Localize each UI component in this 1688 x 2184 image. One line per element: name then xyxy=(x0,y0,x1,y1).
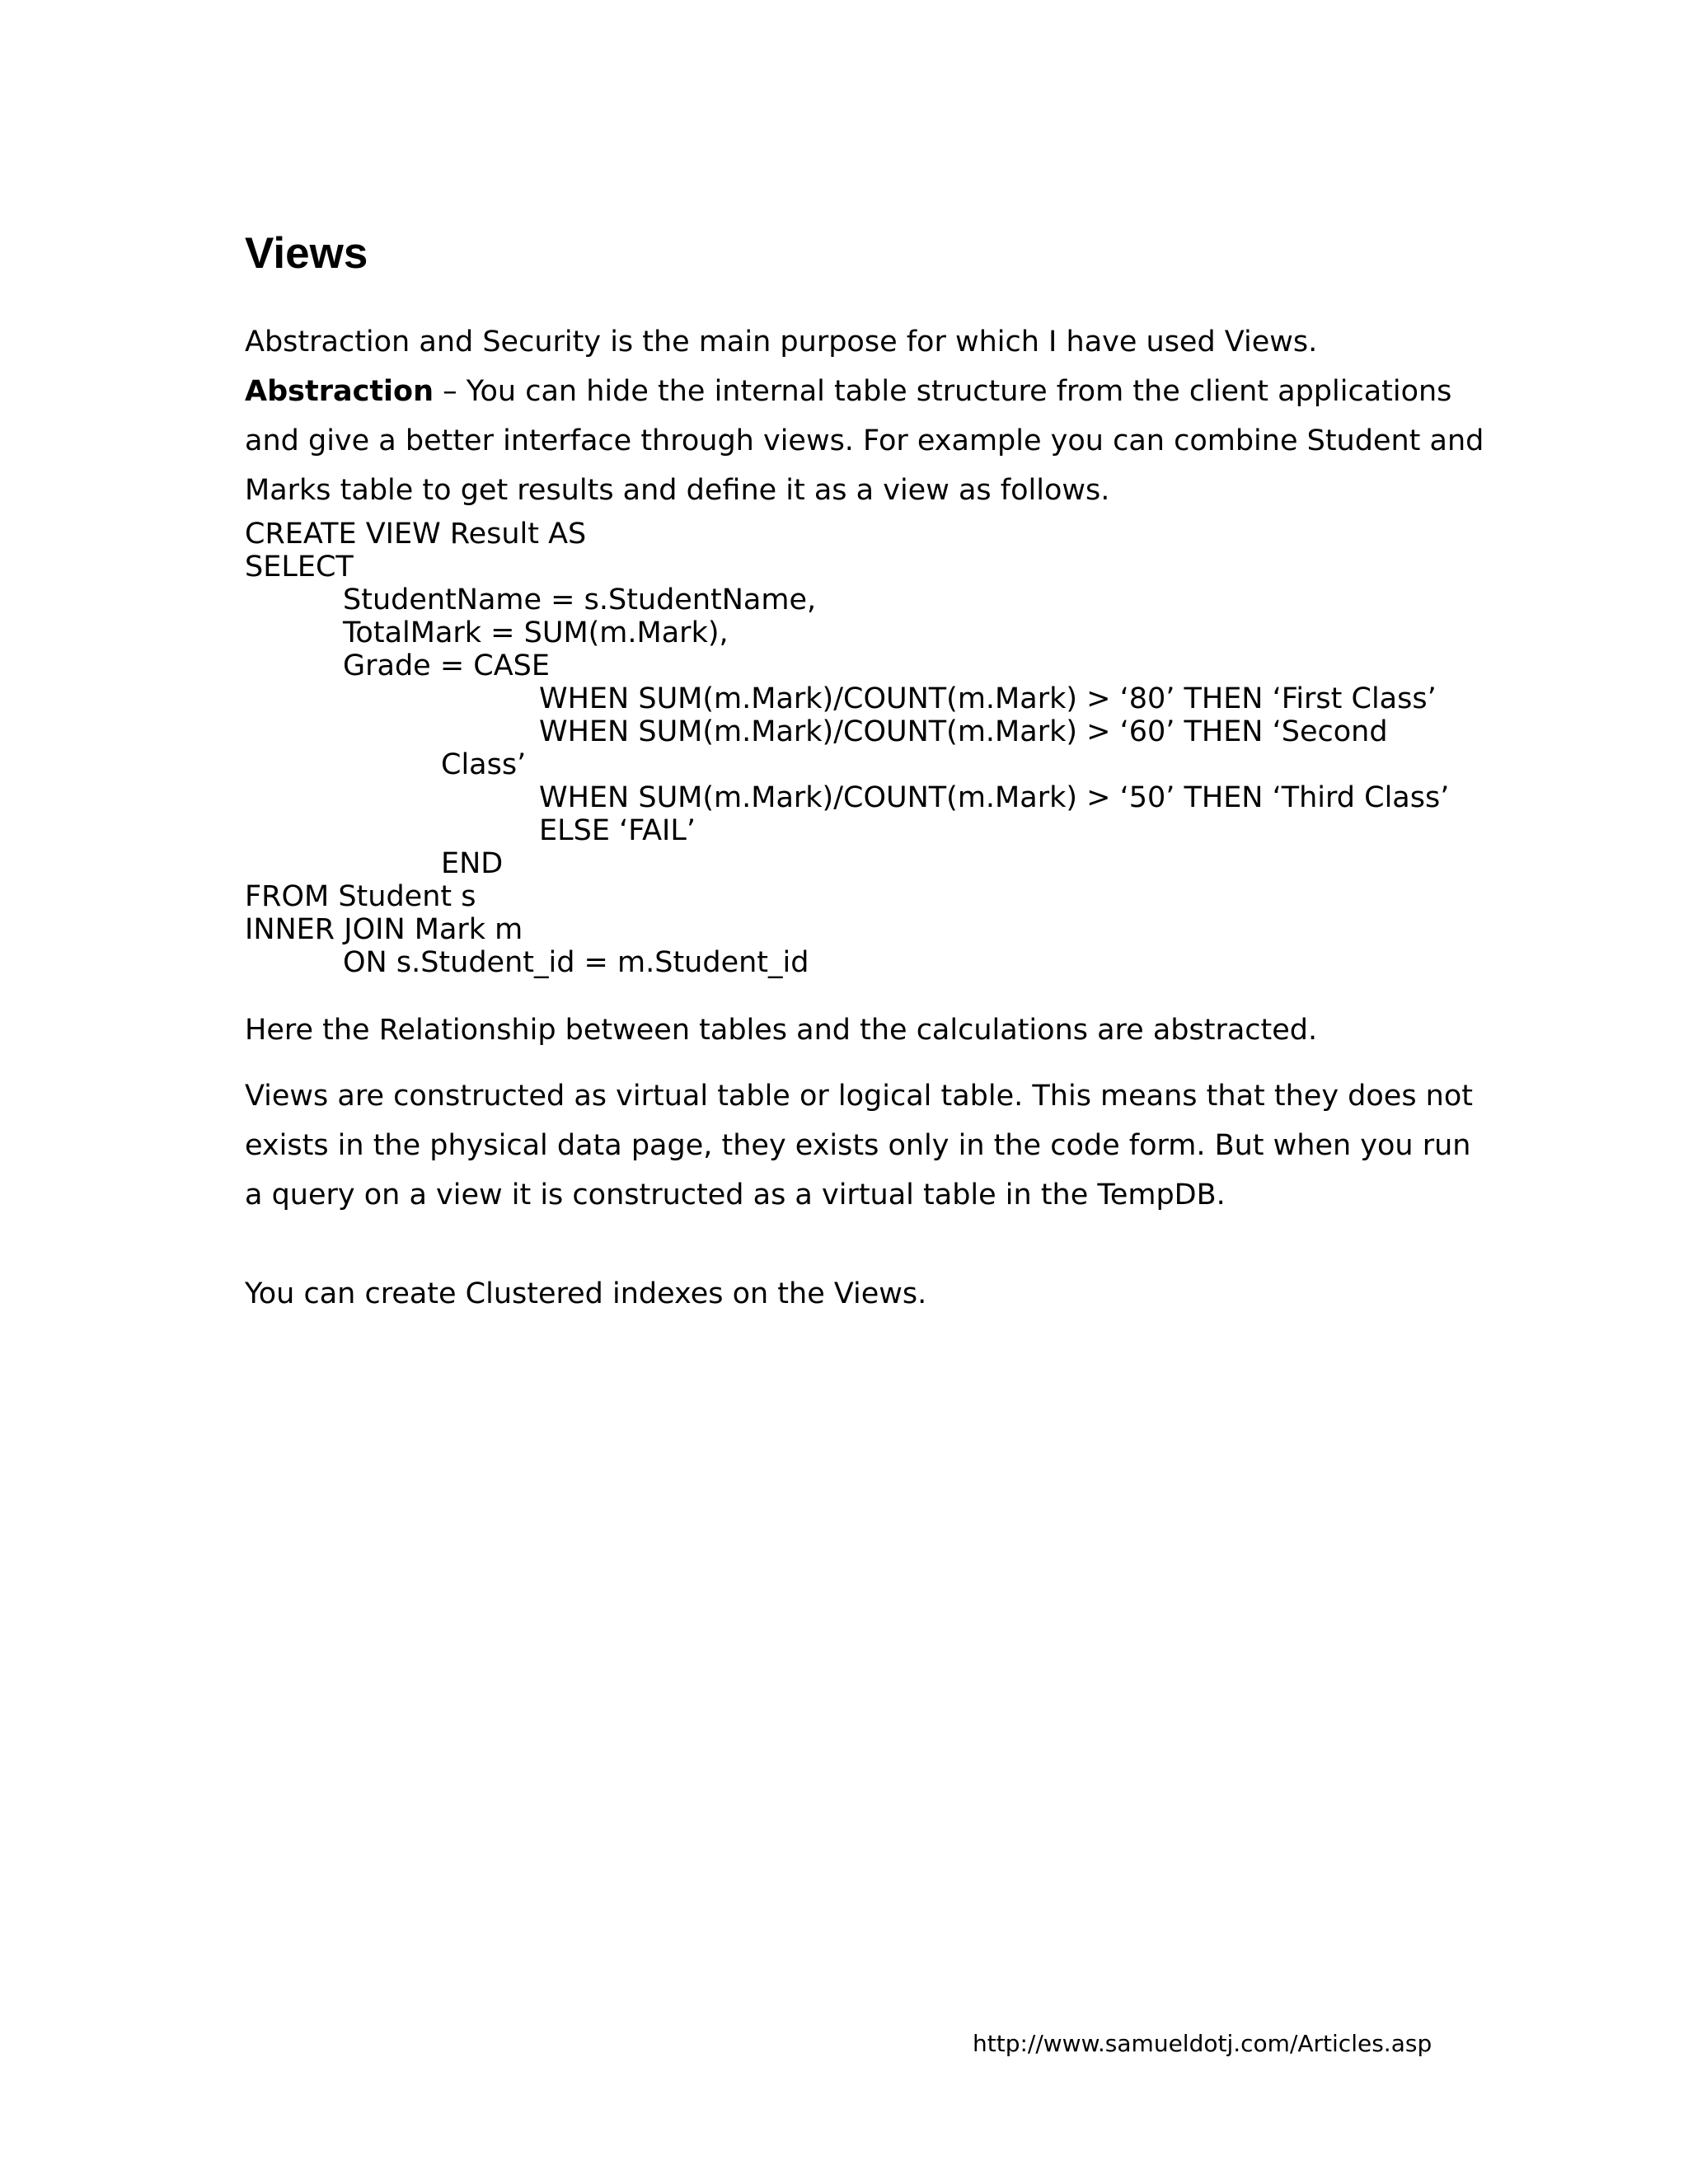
code-line: WHEN SUM(m.Mark)/COUNT(m.Mark) > ‘50’ THEN ‘Third Class’ xyxy=(539,781,1450,814)
virtual-table-line-3: a query on a view it is constructed as a virtual table in the TempDB. xyxy=(245,1179,1226,1212)
code-line: END xyxy=(441,847,504,880)
code-line: INNER JOIN Mark m xyxy=(245,913,523,946)
intro-paragraph xyxy=(245,317,1448,367)
code-line: ELSE ‘FAIL’ xyxy=(539,814,696,847)
code-line: TotalMark = SUM(m.Mark), xyxy=(343,616,729,649)
abstraction-term: Abstraction xyxy=(245,375,434,408)
abstraction-line-2: and give a better interface through views. For example you can combine Student and xyxy=(245,424,1484,457)
code-line: ON s.Student_id = m.Student_id xyxy=(343,946,809,979)
code-line: Grade = CASE xyxy=(343,649,550,682)
relationship-line: Here the Relationship between tables and the calculations are abstracted. xyxy=(245,1014,1318,1047)
clustered-line: You can create Clustered indexes on the Views. xyxy=(245,1277,927,1310)
footer-url: http://www.samueldotj.com/Articles.asp xyxy=(973,2030,1432,2057)
virtual-table-line-1: Views are constructed as virtual table or logical table. This means that they does not xyxy=(245,1080,1473,1113)
intro-line: Abstraction and Security is the main purpose for which I have used Views. xyxy=(245,326,1318,359)
code-line: WHEN SUM(m.Mark)/COUNT(m.Mark) > ‘80’ THEN ‘First Class’ xyxy=(539,682,1437,715)
abstraction-line-1-text: – You can hide the internal table structure from the client applications xyxy=(434,375,1452,408)
code-line: StudentName = s.StudentName, xyxy=(343,583,817,616)
page-title: Views xyxy=(245,229,368,278)
relationship-paragraph xyxy=(245,1005,1448,1055)
sql-code-block xyxy=(245,518,1449,979)
clustered-paragraph xyxy=(245,1269,1448,1319)
code-line: SELECT xyxy=(245,551,354,583)
code-line: WHEN SUM(m.Mark)/COUNT(m.Mark) > ‘60’ THEN ‘Second xyxy=(539,715,1388,748)
code-line: FROM Student s xyxy=(245,880,476,913)
virtual-table-paragraph xyxy=(245,1071,1473,1220)
virtual-table-line-2: exists in the physical data page, they exists only in the code form. But when you run xyxy=(245,1129,1471,1162)
code-line: CREATE VIEW Result AS xyxy=(245,518,587,551)
abstraction-line-3: Marks table to get results and define it as a view as follows. xyxy=(245,474,1110,507)
code-line: Class’ xyxy=(441,748,527,781)
abstraction-paragraph xyxy=(245,367,1484,515)
abstraction-line-1 xyxy=(245,367,1452,416)
